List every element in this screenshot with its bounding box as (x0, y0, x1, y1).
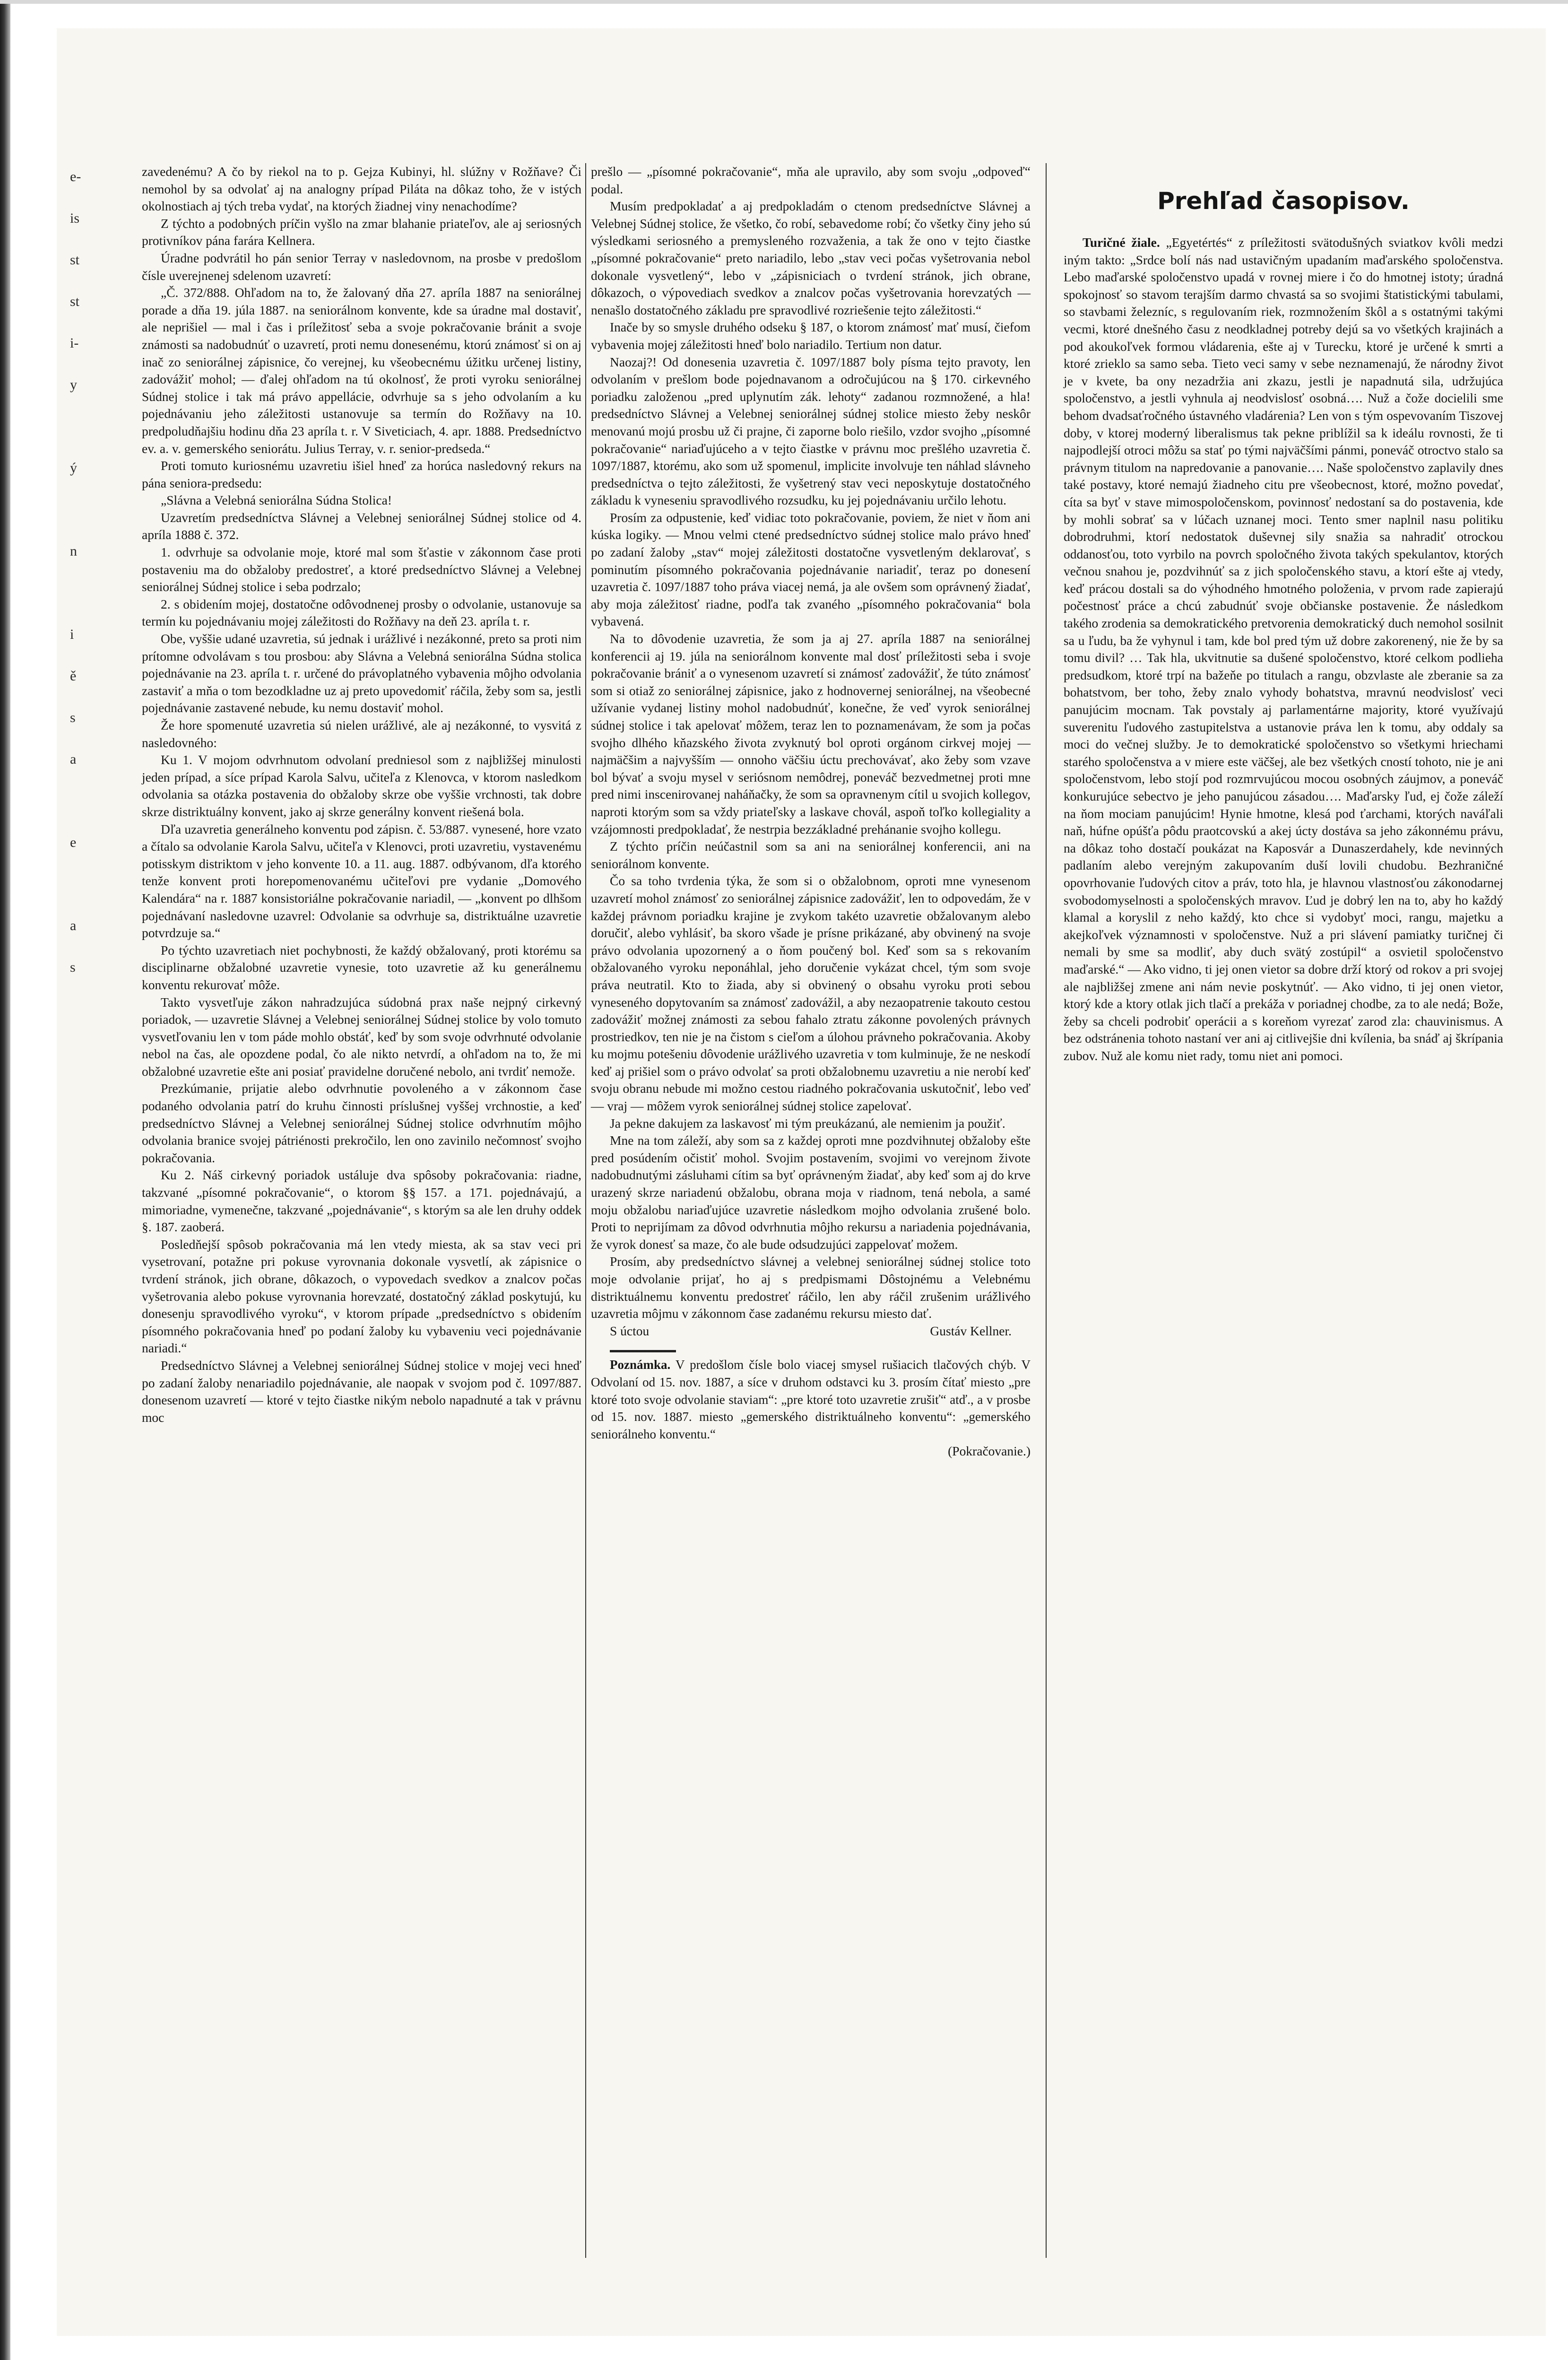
press-review-text: „Egyetértés“ z príležitosti svätodušných sviatkov kvôli medzi iným takto: „Srdce bolí nás nad ustavičným upadaním maďarského spoločenstva. Lebo maďarské spoločenstvo upadá v rovnej miere i čo do hmotnej istoty; úradná spokojnosť so stavom terajším darmo chvastá sa so svojimi štatistickými tabulami, so stavbami železníc, s regulovaním riek, rozmnožením škôl a s ostatnými takými vecmi, ktoré dnešného času z neodkladnej potreby dejú sa vo všetkých krajinách a pod akoukoľvek formou vládarenia, ešte aj v Turecku, ktoré je určené k smrti a ktoré zrieklo sa samo seba. Tieto veci samy v sebe neznamenajú, že národny život je v kvete, ba ony nezadržia ani zkazu, jestli je napadnutá sila, udržujúca spoločenstvo, a jestli vyhnula aj neodvislosť osobná…. Nuž a čože docielili sme behom dvadsaťročného ústavného vladárenia? Len von s tým ospevovaním Tiszovej doby, v ktorej moderný liberalismus tak pekne priblížil sa k ideálu rovnosti, že ti najpodlejší otroci môžu sa stať po tými najväčšími pánmi, poneváč otroctvo stalo sa právnym titulom na napredovanie a panovanie…. Naše spoločenstvo zaplavily dnes také postavy, ktoré nemajú žiadneho citu pre všeobecnost, ktoré, možno povedať, cíta sa byť v stave mimospoločenskom, povinnosť nedostaní sa do postavenia, kde by mohli sobrať sa v lúčach uznanej moci. Tento smer naplnil nasu politiku dobrodruhmi, ktorí nedostatok duševnej sily snažia sa nahradiť otrockou oddanosťou, toto vyrbilo na povrch spoločného života takých spekulantov, ktorých večnou snahou je, pozdvihnúť sa z jich spoločenského stavu, a ktorí ešte aj vtedy, keď prácou dostali sa do výhodného hmotného položenia, v prvom rade zapierajú počestnosť práce a chcú zabudnúť svoje občianske postavenie. Že následkom takého zrodenia sa demokratického pretvorenia demokratický duch nemohol sosilnit sa u ľudu, ba že vyhynul i tam, kde bol pred tým už dobre zakorenený, nie že by sa tomu divil? … Tak hla, ukvitnutie sa dušené spoločenstvo, ktoré celkom podlieha predsudkom, ktoré trpí na bažeňe po titulach a rangu, obzvlaste ale zberanie sa za bohatstvom, ber toho, žeby znalo vyhody bohatstva, mravnú neodvislosť veci panujúcim mocnam. Tak povstaly aj parlamentárne majority, ktoré využívajú suverenitu ľudového zastupitelstva a ustanovie práva len k tomu, aby oddaly sa moci do večnej služby. Je to demokratické spoločenstvo so všetkymi hriechami starého spoločenstva a v miere este väčšej, ale bez všetkých cností tohoto, nie je ani spoločenstvom, lebo stojí pod rozmrvujúcou mocou osobných záujmov, a poneváč konkurujúce sebectvo je jeho panujúcou zásadou…. Maďarsky ľud, ej čože záleží na ňom mociam panujúcim! Hynie hmotne, klesá pod ťarchami, ktorých naváľali naň, húfne opúšťa pôdu praotcovskú a akej úcty dostáva sa jeho zákonnému právu, na dôkaz toho dostačí poukázat na Kaposvár a Dunaszerdahely, kde nevinných padlaním alebo verejným zakupovaním duší lovili chudobu. Bezhraničné opovrhovanie ľudových citov a práv, toto hla, je hlavnou vlastnosťou zákonodarnej svobodomyselnosti a spoločenských mravov. Ľud je dobrý len na to, aby ho každý klamal a koryslil z neho každý, kto chce si vydobyť moci, rangu, majetku a akejkoľvek významnosti v spoločenstve. Nuž a pri slávení pamiatky turičnej či nemali by sme sa modliť, aby duch svätý zostúpil“ a osvietil spoločenstvo maďarské.“ — Ako vidno, ti jej onen vietor sa dobre drží ktorý od rokov a pri svojej ale najbližšej zmene ani nám nevie poskytnúť. — Ako vidno, ti jej onen vietor, ktorý kde a ktory otlak jich tlačí a prekáža v poriadnej chodbe, za to ale nedá; Bože, žeby sa chceli podrobiť operácii a s koreňom vyrezať zarod zla: chauvinismus. A bez odstránenia tohoto nastaní ver ani aj citlivejšie dni kvílenia, ba snáď aj škrípania zubov. Nuž ale komu niet rady, tomu niet ani pomoci. (1064, 235, 1504, 1063)
margin-fragment: i (70, 627, 74, 642)
article-paragraph: Predsedníctvo Slávnej a Velebnej seniorálnej Súdnej stolice v mojej veci hneď po zadaní žaloby nenariadilo pojednávanie, ale naopak v svojom pod č. 1097/887. donesenom uzavretí — ktoré v tejto čiastke nikým nebolo napadnuté a tak v právnu moc (142, 1358, 581, 1425)
article-column-2-body (591, 163, 1031, 1323)
article-column-2 (591, 163, 1031, 1460)
margin-fragment (70, 572, 98, 614)
article-paragraph: Ku 2. Náš cirkevný poriadok ustáluje dva spôsoby pokračovania: riadne, takzvané „písomné pokračovanie“, o ktorom §§ 157. a 171. pojednávajú, a mimoriadne, vymenečne, takzvané „pojednávanie“, s ktorým sa ale len druhy oddek §. 187. zaoberá. (142, 1167, 581, 1235)
article-paragraph: Musím predpokladať a aj predpokladám o ctenom predsedníctve Slávnej a Velebnej Súdnej stolice, že všetko, čo robí, sebavedome robí; čo všetky činy jeho sú výsledkami seriosného a premysleného rozvaženia, a tak že ono v tejto čiastke „písomné pokračovanie“ preto nariadilo, lebo „stav veci počas vyšetrovania nebol dokonale vysvetlený“, lebo v „zápisniciach o tvrdení stránok, jich obrane, dôkazoch, o výpovediach svedkov a znalcov počas vyšetrovania horevzatých — nenašlo dostatočného základu pre spravodlivé rozriešenie tejto záležitosti.“ (591, 199, 1031, 317)
margin-fragment: s (70, 959, 76, 975)
margin-fragment (70, 863, 98, 905)
article-paragraph: 2. s obidením mojej, dostatočne odôvodnenej prosby o odvolanie, ustanovuje sa termín ku pojednávaniu mojej záležitosti do Rožňavy na deň 23. apríla t. r. (142, 596, 581, 629)
footnote-rule (610, 1350, 676, 1352)
margin-fragment (70, 780, 98, 822)
column-rule-1 (585, 163, 586, 2258)
article-paragraph: Proti tomuto kuriosnému uzavretiu išiel hneď za horúca nasledovný rekurs na pána seniora-predsedu: (142, 458, 581, 490)
signature-greeting: S úctou (610, 1323, 650, 1338)
article-paragraph: „Slávna a Velebná seniorálna Súdna Stolica! (161, 493, 392, 508)
article-paragraph: 1. odvrhuje sa odvolanie moje, ktoré mal som šťastie v zákonnom čase proti postaveniu ma do obžaloby predostreť, a ktoré predsedníctvo Slávnej a Velebnej seniorálnej Súdnej stolice i seba podrzalo; (142, 545, 581, 594)
article-paragraph: Že hore spomenuté uzavretia sú nielen urážlivé, ale aj nezákonné, to vysvitá z nasledovného: (142, 718, 581, 750)
column-rule-2 (1046, 163, 1047, 2258)
article-paragraph: Inače by so smysle druhého odseku § 187, o ktorom známosť mať musí, čiefom vybavenia mojej záležitosti hneď bolo nariadilo. Tertium non datur. (591, 320, 1031, 352)
margin-fragment: i- (70, 335, 79, 351)
article-paragraph: Z týchto a podobných príčin vyšlo na zmar blahanie priateľov, ale aj seriosných protivníkov pána farára Kellnera. (142, 216, 581, 248)
margin-fragment: ě (70, 668, 77, 684)
article-paragraph: Na to dôvodenie uzavretia, že som ja aj 27. apríla 1887 na seniorálnej konferencii aj 19. júla na seniorálnom konvente mal dosť príležitosti seba i svoje pokračovanie brániť a o vynesenom uzavretí si známosť zadovážiť, že túto známosť som si otiaž zo seniorálnej zápisnice, jako z hodnovernej seniorálnej, na všeobecné užívanie vydanej listiny mohol nadobudnúť, konečne, že veď vyrok seniorálnej súdnej stolice i tak apelovať môžem, teraz len to poznamenávam, že som ja počas svojho dlhého kňazského života zvyknutý bol oproti orgánom cirkvej mojej — najmäčšim a najvyšším — onnoho väčšiu úctu prechovávať, ako žeby som vzave bol bývať a svoju mysel v seriósnom nemôdrej, poneváč bezvedmetnej proti mne pred nimi inscenirovanej naháňačky, že som sa opravnenym cítil u svojich kollegov, naproti ktorým som sa vždy priateľsky a laskave chovál, aspoň toľko kollegiality a vzájomnosti predpokladať, že nestrpia bezzákladné prehánanie svojho kollegu. (591, 631, 1031, 836)
article-paragraph: Obe, vyššie udané uzavretia, sú jednak i urážlivé i nezákonné, preto sa proti nim prítomne odvolávam s tou prosbou: aby Slávna a Velebná seniorálna Súdna stolica pojednávanie na 23. apríla t. r. určené do právoplatného vybavenia môjho odvolania zastaviť a mňa o tom bezodkladne uz aj preto upovedomiť ráčila, žeby som sa, jestli pojednávanie zastavené nebude, ku nemu dostaviť mohol. (142, 631, 581, 715)
article-paragraph: Posledňejší spôsob pokračovania má len vtedy miesta, ak sa stav veci pri vysetrovaní, potažne pri pokuse vyrovnania dokonale vysvetlí, ak zápisnice o tvrdení stránok, jich obrane, dôkazoch, o vypovedach svedkov a znalcov počas vyšetrovania alebo pokuse vyrovnania horevzaté, dostatočný základ poskytujú, ku donesenju spravodlivého vyroku“, v ktorom prípade „predsedníctvo s obidením písomného pokračovania hneď po podaní žaloby ku vybaveniu veci pojednávanie nariadi.“ (142, 1237, 581, 1356)
article-paragraph: „Č. 372/888. Ohľadom na to, že žalovaný dňa 27. apríla 1887 na seniorálnej porade a dňa 19. júla 1887. na seniorálnom konvente, kde sa úradne mal dostaviť, ale neprišiel — mal i čas i príležitosť seba a svoje pokračovanie bránit a svoje známosti sa nadobudnúť o uzavretí, proti nemu donesenému, ktorú známosť si on aj inač zo seniorálnej zápisnice, čo verejnej, ku všeobecnému úžitku určenej listiny, zadovážiť mohol; — ďalej ohľadom na tú okolnosť, že proti vyroku seniorálnej Súdnej stolice i tak má právo appellácie, odvrhuje sa s jeho odvolaním a ku pojednávaniu jeho záležitosti ustanovuje sa termín do Rožňavy na 10. predpoludňajšiu hodinu dňa 23 apríla t. r. V Siveticiach, 4. apr. 1888. Predsedníctvo ev. a. v. gemerského seniorátu. Julius Terray, v. r. senior-predseda.“ (142, 285, 581, 456)
press-review-title: Turičné žiale. (1083, 235, 1160, 250)
footnote-text: V predošlom čísle bolo viacej smysel rušiacich tlačových chýb. V Odvolaní od 15. nov. 1887, a síce v druhom odstavci ku 3. prosím čítať miesto „pre ktoré toto svoje odvolanie staviam“: „pre ktoré toto uzavretie zrušiť“ atď., a v prosbe od 15. nov. 1887. miesto „gemerského distriktuálneho konventu“: „gemerského seniorálneho konventu.“ (591, 1358, 1031, 1441)
article-column-3 (1064, 163, 1503, 1065)
article-paragraph: prešlo — „písomné pokračovanie“, mňa ale upravilo, aby som svoju „odpoveď“ podal. (591, 164, 1031, 196)
article-paragraph: Mne na tom záleží, aby som sa z každej oproti mne pozdvihnutej obžaloby ešte pred posúdením očistiť mohol. Svojim postavením, svojimi vo verejnom živote nadobudnutými zásluhami cítim sa byť oprávneným žiadať, aby keď som aj do krve urazený skrze nariadenú obžalobu, obrana moja v riadnom, tená nebola, a samé moju obžalobu nariaďujúce uzavretie následkom mojho odvolania zrušené bolo. Proti to neprijímam za dôvod odvrhnutia môjho rekursu a nariadenia pojednávania, že vyrok donesť sa maze, čo ale bude odsudzujúci zappelovať možem. (591, 1133, 1031, 1252)
article-paragraph: zavedenému? A čo by riekol na to p. Gejza Kubinyi, hl. slúžny v Rožňave? Či nemohol by sa odvolať aj na analogny prípad Piláta na dôkaz toho, že v istých okolnostiach aj tých treba vydať, na ktorých žiadnej viny nenachodíme? (142, 164, 581, 214)
margin-fragment: e- (70, 169, 81, 184)
press-review-paragraph (1064, 234, 1503, 1065)
article-paragraph: Prosím, aby predsedníctvo slávnej a velebnej seniorálnej súdnej stolice toto moje odvolanie prijať, ho aj s predpismami Dôstojnému a Velebnému distriktuálnemu konventu predostreť ráčilo, len aby ráčil zrušenim urážlivého uzavretia môjmu v zákonnom čase zadanému rekursu miesto dať. (591, 1254, 1031, 1321)
margin-fragment: is (70, 210, 80, 226)
margin-fragment: st (70, 294, 80, 309)
scan-edge-shadow (0, 0, 10, 2360)
margin-fragment: a (70, 751, 77, 767)
section-heading: Prehľad časopisov. (1157, 187, 1410, 215)
footnote (591, 1356, 1031, 1443)
article-paragraph: Po týchto uzavretiach niet pochybnosti, že každý obžalovaný, proti ktorému sa disciplinarne obžalobné uzavretie vynesie, toto uzavretie až ku generálnemu konventu rekurovať môže. (142, 942, 581, 992)
continuation-note: (Pokračovanie.) (948, 1444, 1031, 1459)
margin-fragment: e (70, 835, 77, 850)
article-paragraph: Čo sa toho tvrdenia týka, že som si o obžalobnom, oproti mne vynesenom uzavretí mohol známosť zo seniorálnej zápisnice zadovážiť, len to odpovedám, že v každej právnom poriadku krajine je zvykom takéto uzavretie obžalovanym alebo doručiť, alebo vyhlásiť, ba skoro všade je prísne prikázané, aby obvinený na svoje právo odvolania upozornený a o ňom poučený bol. Keď som sa s rekovaním obžalovaného vyroku neponáhlal, jeho doručenie vykázat chcel, tým som svoje práva neutratil. Kto to žiada, aby si obvinený o obsahu vyroku proti sebou vyneseného dopytovaním sa známosť zadovážil, a aby nezaopatrenie takouto cestou zadovážiť možnej známosti za sebou fahalo ztratu zákonne povolených právnych prostriedkov, ten nie je na čistom s cieľom a úlohou právneho pokračovania. Akoby ku mojmu potešeniu dôvodenie urážlivého uzavretia v tom kulminuje, že ne neskodí keď aj prišiel som o právo odvolať sa proti obžalobnemu uzavretiu a nie nerobí keď svoju obranu nebude mi možno cestou riadného pokračovania uskutočniť, lebo veď — vraj — môžem vyrok seniorálnej súdnej stolice zapelovať. (591, 873, 1031, 1114)
margin-fragment: ý (70, 460, 77, 476)
article-paragraph: Z týchto príčin neúčastnil som sa ani na seniorálnej konferencii, ani na seniorálnom konvente. (591, 839, 1031, 871)
article-paragraph: Dľa uzavretia generálneho konventu pod zápisn. č. 53/887. vynesené, hore vzato a čítalo sa odvolanie Karola Salvu, učiteľa v Klenovci, proti uzavretiu, vystavenému potisskym distriktom v jeho konvente 10. a 11. aug. 1887. odbývanom, dľa ktorého tenže konvent proti horepomenovanému učiteľovi pre vydanie „Domového Kalendára“ na r. 1887 konsistoriálne pokračovanie nariadil, — „konvent po dlhšom pojednávaní nasledovne uzavrel: Odvolanie sa odvrhuje sa, distriktuálne uzavretie potvrdzuje sa.“ (142, 821, 581, 941)
article-paragraph: Uzavretím predsedníctva Slávnej a Velebnej seniorálnej Súdnej stolice od 4. apríla 1888 č. 372. (142, 510, 581, 542)
footnote-label: Poznámka. (610, 1358, 671, 1372)
signature-name: Gustáv Kellner. (930, 1323, 1012, 1338)
article-paragraph: Prosím za odpustenie, keď vidiac toto pokračovanie, poviem, že niet v ňom ani kúska logiky. — Mnou velmi ctené predsedníctvo súdnej stolice malo právo hneď po zadaní žaloby „stav“ mojej záležitosti dostatočne vysvetleným deklarovať, s pominutím písomného pokračovania pojednávanie nariadiť, teraz po donesení uzavretia č. 1097/1887 toho práva viacej nemá, ja ale ovšem som oprávnený žiadať, aby moja záležitosť riadne, podľa tak zvaného „písomného pokračovania“ bola vybavená. (591, 510, 1031, 629)
scan-top-edge (0, 0, 1568, 4)
article-paragraph: Úradne podvrátil ho pán senior Terray v nasledovnom, na prosbe v predošlom čísle uverejnenej sdelenom uzavretí: (142, 250, 581, 283)
margin-fragment (70, 489, 98, 531)
article-paragraph: Naozaj?! Od donesenia uzavretia č. 1097/1887 boly písma tejto pravoty, len odvolaním v prešlom bode pojednavanom a odročujúcou na § 170. cirkevného poriadku založenou „pred uplynutím zák. lehoty“ zadanou rozmnožené, a hla! predsedníctvo Slávnej a Velebnej seniorálnej súdnej stolice miesto žeby neskôr menovanú mojú prosbu už či prajne, či zaporne bolo riešilo, vzdor svojho „písomné pokračovanie“ nariaďujúceho a v tejto čiastke v právnu moc prešlého uzavretia č. 1097/1887, ktorému, ako som už spomenul, implicite involvuje ten náhlad slávneho predsedníctva o tejto záležitosti, že vyšetrený stav veci neposkytuje dostatočného základu k vyneseniu spravodlivého rozsudku, ku jej pojednávaniu určilo lehotu. (591, 354, 1031, 508)
signature-line (591, 1323, 1031, 1340)
article-column-1 (142, 163, 581, 1426)
margin-fragment (70, 406, 98, 447)
article-paragraph: Ku 1. V mojom odvrhnutom odvolaní predniesol som z najbližšej minulosti jeden prípad, a síce prípad Karola Salvu, učiteľa z Klenovca, v ktorom nasledkom odvolania sa otázka postavenia do obžaloby skrze obe vyššie vrchnosti, tak dobre skrze distriktuálny konvent, jako aj skrze generálny konvent riešená bola. (142, 752, 581, 819)
article-paragraph: Prezkúmanie, prijatie alebo odvrhnutie povoleného a v zákonnom čase podaného odvolania patrí do kruhu činnosti príslušnej vyššej vrchnostie, a keď predsedníctvo Slávnej a Velebnej seniorálnej Súdnej stolice odvrhnutím môjho odvolania branice svojej pátriénosti prekročilo, len ono zavinilo nečomnosť svojho pokračovania. (142, 1081, 581, 1165)
margin-fragment: a (70, 918, 77, 933)
previous-page-margin-fragments (70, 156, 98, 988)
article-paragraph: Takto vysvetľuje zákon nahradzujúca súdobná prax naše nejpný cirkevný poriadok, — uzavretie Slávnej a Velebnej seniorálnej Súdnej stolice by volo tomuto vysvetľovaniu len v tom páde mohlo obstáť, keď by som svoje odvrhnuté odvolanie nebol na čas, ale opozdene podal, čo ale nikto netvrdí, a ohľadom na to, že mi obžalobné uzavretie ešte ani posiať pravidelne doručené nebolo, ani tvrdiť nemože. (142, 994, 581, 1079)
margin-fragment: st (70, 252, 80, 268)
newspaper-page (57, 28, 1546, 2336)
margin-fragment: y (70, 377, 77, 392)
article-paragraph: Ja pekne dakujem za laskavosť mi tým preukázanú, ale nemienim ja použiť. (610, 1115, 1005, 1131)
margin-fragment: s (70, 710, 76, 725)
margin-fragment: n (70, 543, 77, 559)
